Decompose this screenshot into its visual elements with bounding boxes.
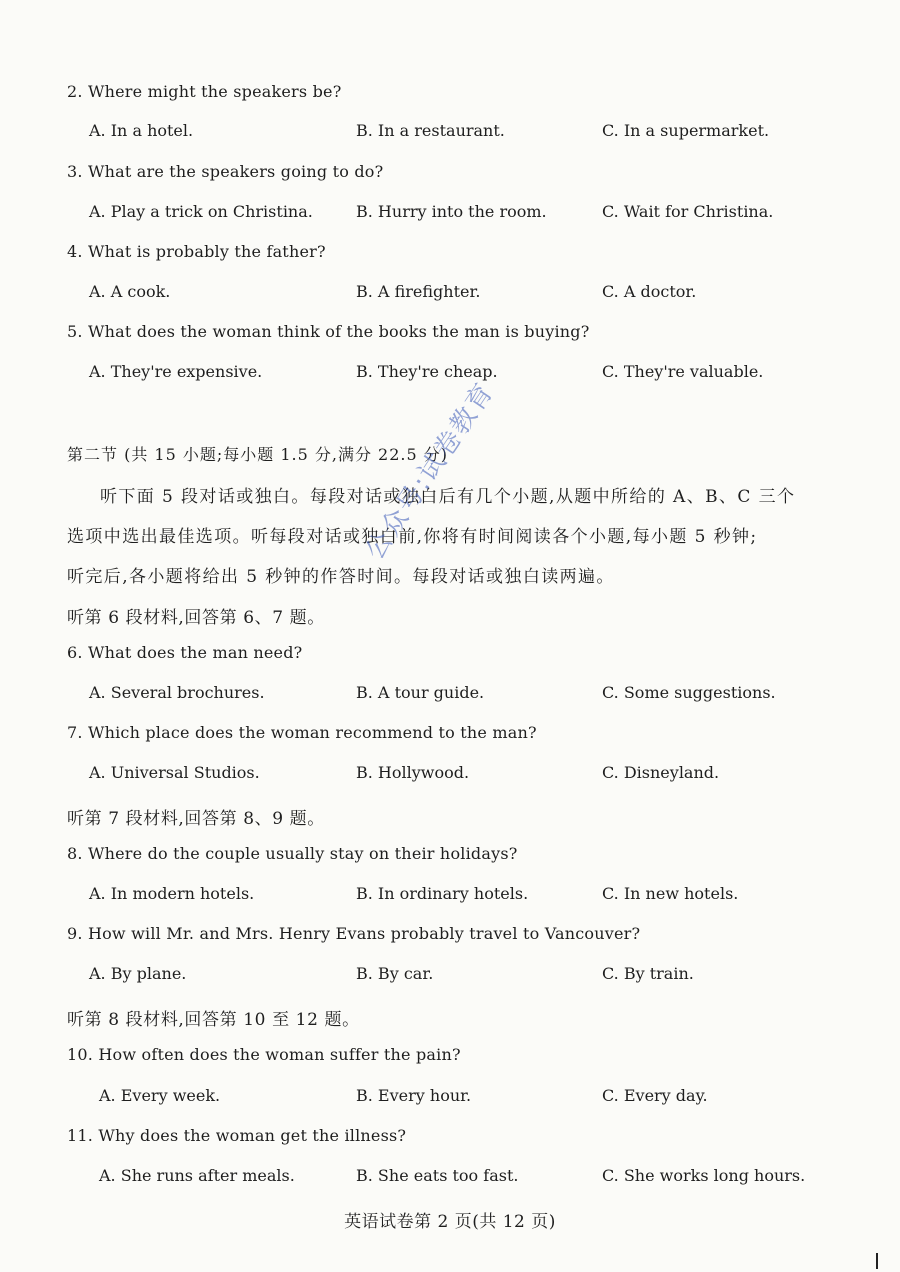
question-2: 2. Where might the speakers be? bbox=[67, 82, 342, 101]
option-9a: A. By plane. bbox=[89, 964, 187, 983]
option-7b: B. Hollywood. bbox=[356, 763, 470, 782]
section-intro-line-2: 选项中选出最佳选项。听每段对话或独白前,你将有时间阅读各个小题,每小题 5 秒钟; bbox=[67, 527, 758, 547]
option-4b: B. A firefighter. bbox=[356, 282, 481, 301]
question-10: 10. How often does the woman suffer the pain? bbox=[67, 1045, 461, 1064]
option-3b: B. Hurry into the room. bbox=[356, 202, 547, 221]
option-10c: C. Every day. bbox=[602, 1086, 708, 1105]
option-8a: A. In modern hotels. bbox=[89, 884, 255, 903]
question-5: 5. What does the woman think of the books the man is buying? bbox=[67, 322, 590, 341]
option-9b: B. By car. bbox=[356, 964, 434, 983]
section-title: 第二节 (共 15 小题;每小题 1.5 分,满分 22.5 分) bbox=[67, 445, 448, 464]
option-5b: B. They're cheap. bbox=[356, 362, 498, 381]
section-intro-line-3: 听完后,各小题将给出 5 秒钟的作答时间。每段对话或独白读两遍。 bbox=[67, 567, 615, 587]
option-8b: B. In ordinary hotels. bbox=[356, 884, 529, 903]
option-2b: B. In a restaurant. bbox=[356, 121, 505, 140]
option-3c: C. Wait for Christina. bbox=[602, 202, 774, 221]
option-11a: A. She runs after meals. bbox=[99, 1166, 295, 1185]
question-3: 3. What are the speakers going to do? bbox=[67, 162, 384, 181]
section-intro-line-1: 听下面 5 段对话或独白。每段对话或独白后有几个小题,从题中所给的 A、B、C 三个 bbox=[100, 487, 796, 507]
option-9c: C. By train. bbox=[602, 964, 694, 983]
option-6b: B. A tour guide. bbox=[356, 683, 485, 702]
option-6a: A. Several brochures. bbox=[89, 683, 265, 702]
question-4: 4. What is probably the father? bbox=[67, 242, 326, 261]
option-10b: B. Every hour. bbox=[356, 1086, 472, 1105]
watermark-stamp: 公众号:试卷教育 bbox=[359, 376, 501, 566]
listen-material-7: 听第 7 段材料,回答第 8、9 题。 bbox=[67, 809, 325, 829]
option-11c: C. She works long hours. bbox=[602, 1166, 806, 1185]
option-6c: C. Some suggestions. bbox=[602, 683, 776, 702]
option-5a: A. They're expensive. bbox=[89, 362, 263, 381]
edge-mark bbox=[876, 1253, 878, 1269]
question-6: 6. What does the man need? bbox=[67, 643, 303, 662]
option-5c: C. They're valuable. bbox=[602, 362, 764, 381]
option-8c: C. In new hotels. bbox=[602, 884, 739, 903]
question-9: 9. How will Mr. and Mrs. Henry Evans probably travel to Vancouver? bbox=[67, 924, 641, 943]
listen-material-6: 听第 6 段材料,回答第 6、7 题。 bbox=[67, 608, 325, 628]
option-2a: A. In a hotel. bbox=[89, 121, 194, 140]
option-11b: B. She eats too fast. bbox=[356, 1166, 519, 1185]
option-3a: A. Play a trick on Christina. bbox=[89, 202, 313, 221]
option-7a: A. Universal Studios. bbox=[89, 763, 260, 782]
option-7c: C. Disneyland. bbox=[602, 763, 720, 782]
option-2c: C. In a supermarket. bbox=[602, 121, 770, 140]
option-10a: A. Every week. bbox=[99, 1086, 221, 1105]
question-11: 11. Why does the woman get the illness? bbox=[67, 1126, 407, 1145]
question-8: 8. Where do the couple usually stay on their holidays? bbox=[67, 844, 518, 863]
listen-material-8: 听第 8 段材料,回答第 10 至 12 题。 bbox=[67, 1010, 360, 1030]
page-footer: 英语试卷第 2 页(共 12 页) bbox=[344, 1212, 556, 1232]
option-4c: C. A doctor. bbox=[602, 282, 697, 301]
question-7: 7. Which place does the woman recommend to the man? bbox=[67, 723, 537, 742]
option-4a: A. A cook. bbox=[89, 282, 171, 301]
